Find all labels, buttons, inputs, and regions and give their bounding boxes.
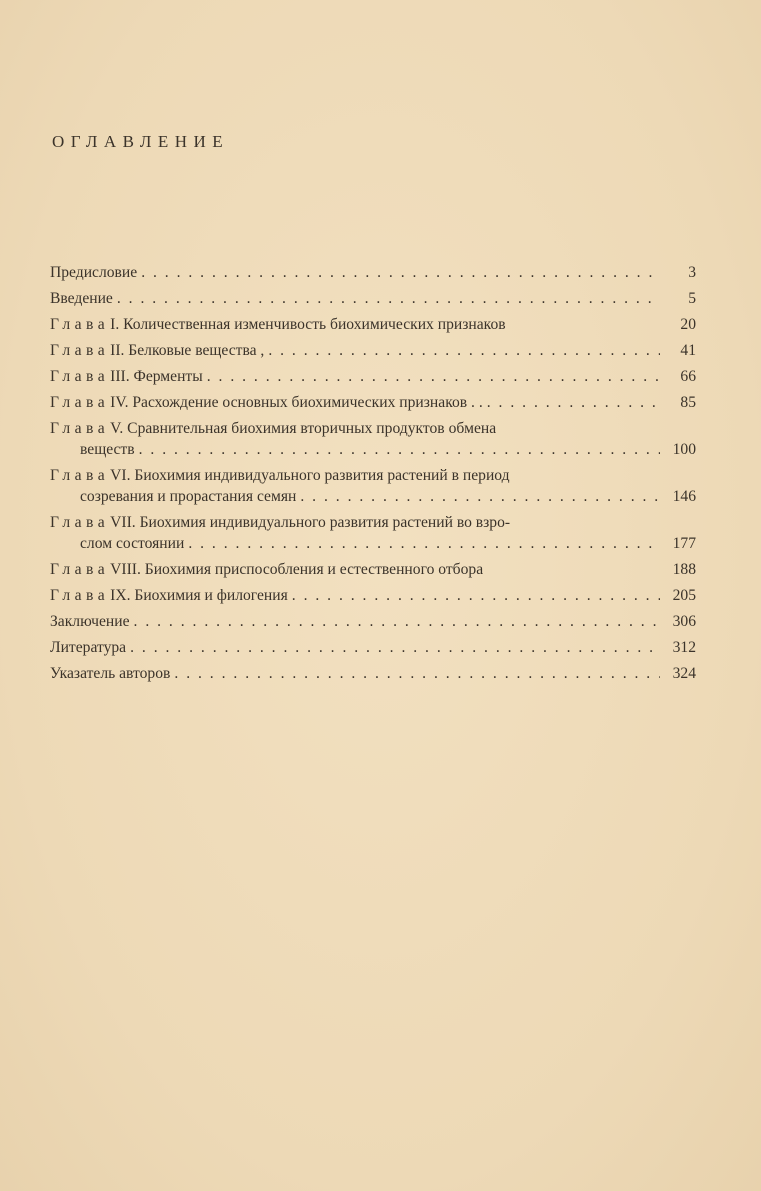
chapter-prefix: Глава: [50, 561, 110, 578]
page-number: 66: [680, 368, 696, 385]
entry-title: VII. Биохимия индивидуального развития растений во взро-: [110, 514, 511, 531]
toc-entry: [50, 314, 696, 335]
entry-title: III. Ферменты: [110, 368, 203, 385]
dot-leader: [141, 262, 660, 283]
dot-leader: [188, 533, 660, 554]
dot-leader: [487, 392, 660, 413]
page-number: 146: [672, 488, 696, 505]
toc-entry: [50, 262, 696, 283]
page-number: 5: [688, 290, 696, 307]
entry-title: Указатель авторов: [50, 665, 171, 682]
page-number: 41: [680, 342, 696, 359]
toc-entry: [50, 366, 696, 387]
entry-title: созревания и прорастания семян: [80, 488, 297, 505]
toc-entry: [50, 392, 696, 413]
dot-leader: [268, 340, 660, 361]
page-title: ОГЛАВЛЕНИЕ: [52, 132, 230, 151]
page-number: 100: [672, 441, 696, 458]
page-number: 324: [672, 665, 696, 682]
entry-title: I. Количественная изменчивость биохимических признаков: [110, 316, 506, 333]
table-of-contents: [50, 262, 696, 689]
page-number: 85: [680, 394, 696, 411]
toc-entry: [50, 340, 696, 361]
chapter-prefix: Глава: [50, 316, 110, 333]
page-number: 20: [680, 316, 696, 333]
entry-title: VIII. Биохимия приспособления и естественного отбора: [110, 561, 484, 578]
dot-leader: [117, 288, 660, 309]
entry-title: веществ: [80, 441, 135, 458]
toc-entry: [50, 637, 696, 658]
page-number: 3: [688, 264, 696, 281]
toc-entry: [50, 559, 696, 580]
dot-leader: [300, 486, 660, 507]
toc-entry: [50, 611, 696, 632]
chapter-prefix: Глава: [50, 420, 110, 437]
entry-title: IV. Расхождение основных биохимических признаков . .: [110, 394, 483, 411]
toc-entry: [50, 288, 696, 309]
toc-entry: [50, 465, 696, 507]
entry-title: слом состоянии: [80, 535, 185, 552]
chapter-prefix: Глава: [50, 394, 110, 411]
page-number: 205: [672, 587, 696, 604]
chapter-prefix: Глава: [50, 342, 110, 359]
toc-entry: [50, 418, 696, 460]
chapter-prefix: Глава: [50, 467, 110, 484]
dot-leader: [207, 366, 660, 387]
chapter-prefix: Глава: [50, 587, 110, 604]
chapter-prefix: Глава: [50, 514, 110, 531]
dot-leader: [139, 439, 660, 460]
entry-title: V. Сравнительная биохимия вторичных продуктов обмена: [110, 420, 497, 437]
toc-entry: [50, 663, 696, 684]
toc-entry: [50, 512, 696, 554]
entry-title: Заключение: [50, 613, 130, 630]
entry-title: Литература: [50, 639, 127, 656]
dot-leader: [292, 585, 660, 606]
page-number: 177: [672, 535, 696, 552]
page-number: 188: [672, 561, 696, 578]
entry-title: Введение: [50, 290, 113, 307]
dot-leader: [134, 611, 660, 632]
entry-title: IX. Биохимия и филогения: [110, 587, 288, 604]
entry-title: Предисловие: [50, 264, 138, 281]
page-number: 312: [672, 639, 696, 656]
entry-title: VI. Биохимия индивидуального развития растений в период: [110, 467, 510, 484]
dot-leader: [130, 637, 660, 658]
page-number: 306: [672, 613, 696, 630]
chapter-prefix: Глава: [50, 368, 110, 385]
toc-entry: [50, 585, 696, 606]
dot-leader: [174, 663, 660, 684]
entry-title: II. Белковые вещества ,: [110, 342, 265, 359]
